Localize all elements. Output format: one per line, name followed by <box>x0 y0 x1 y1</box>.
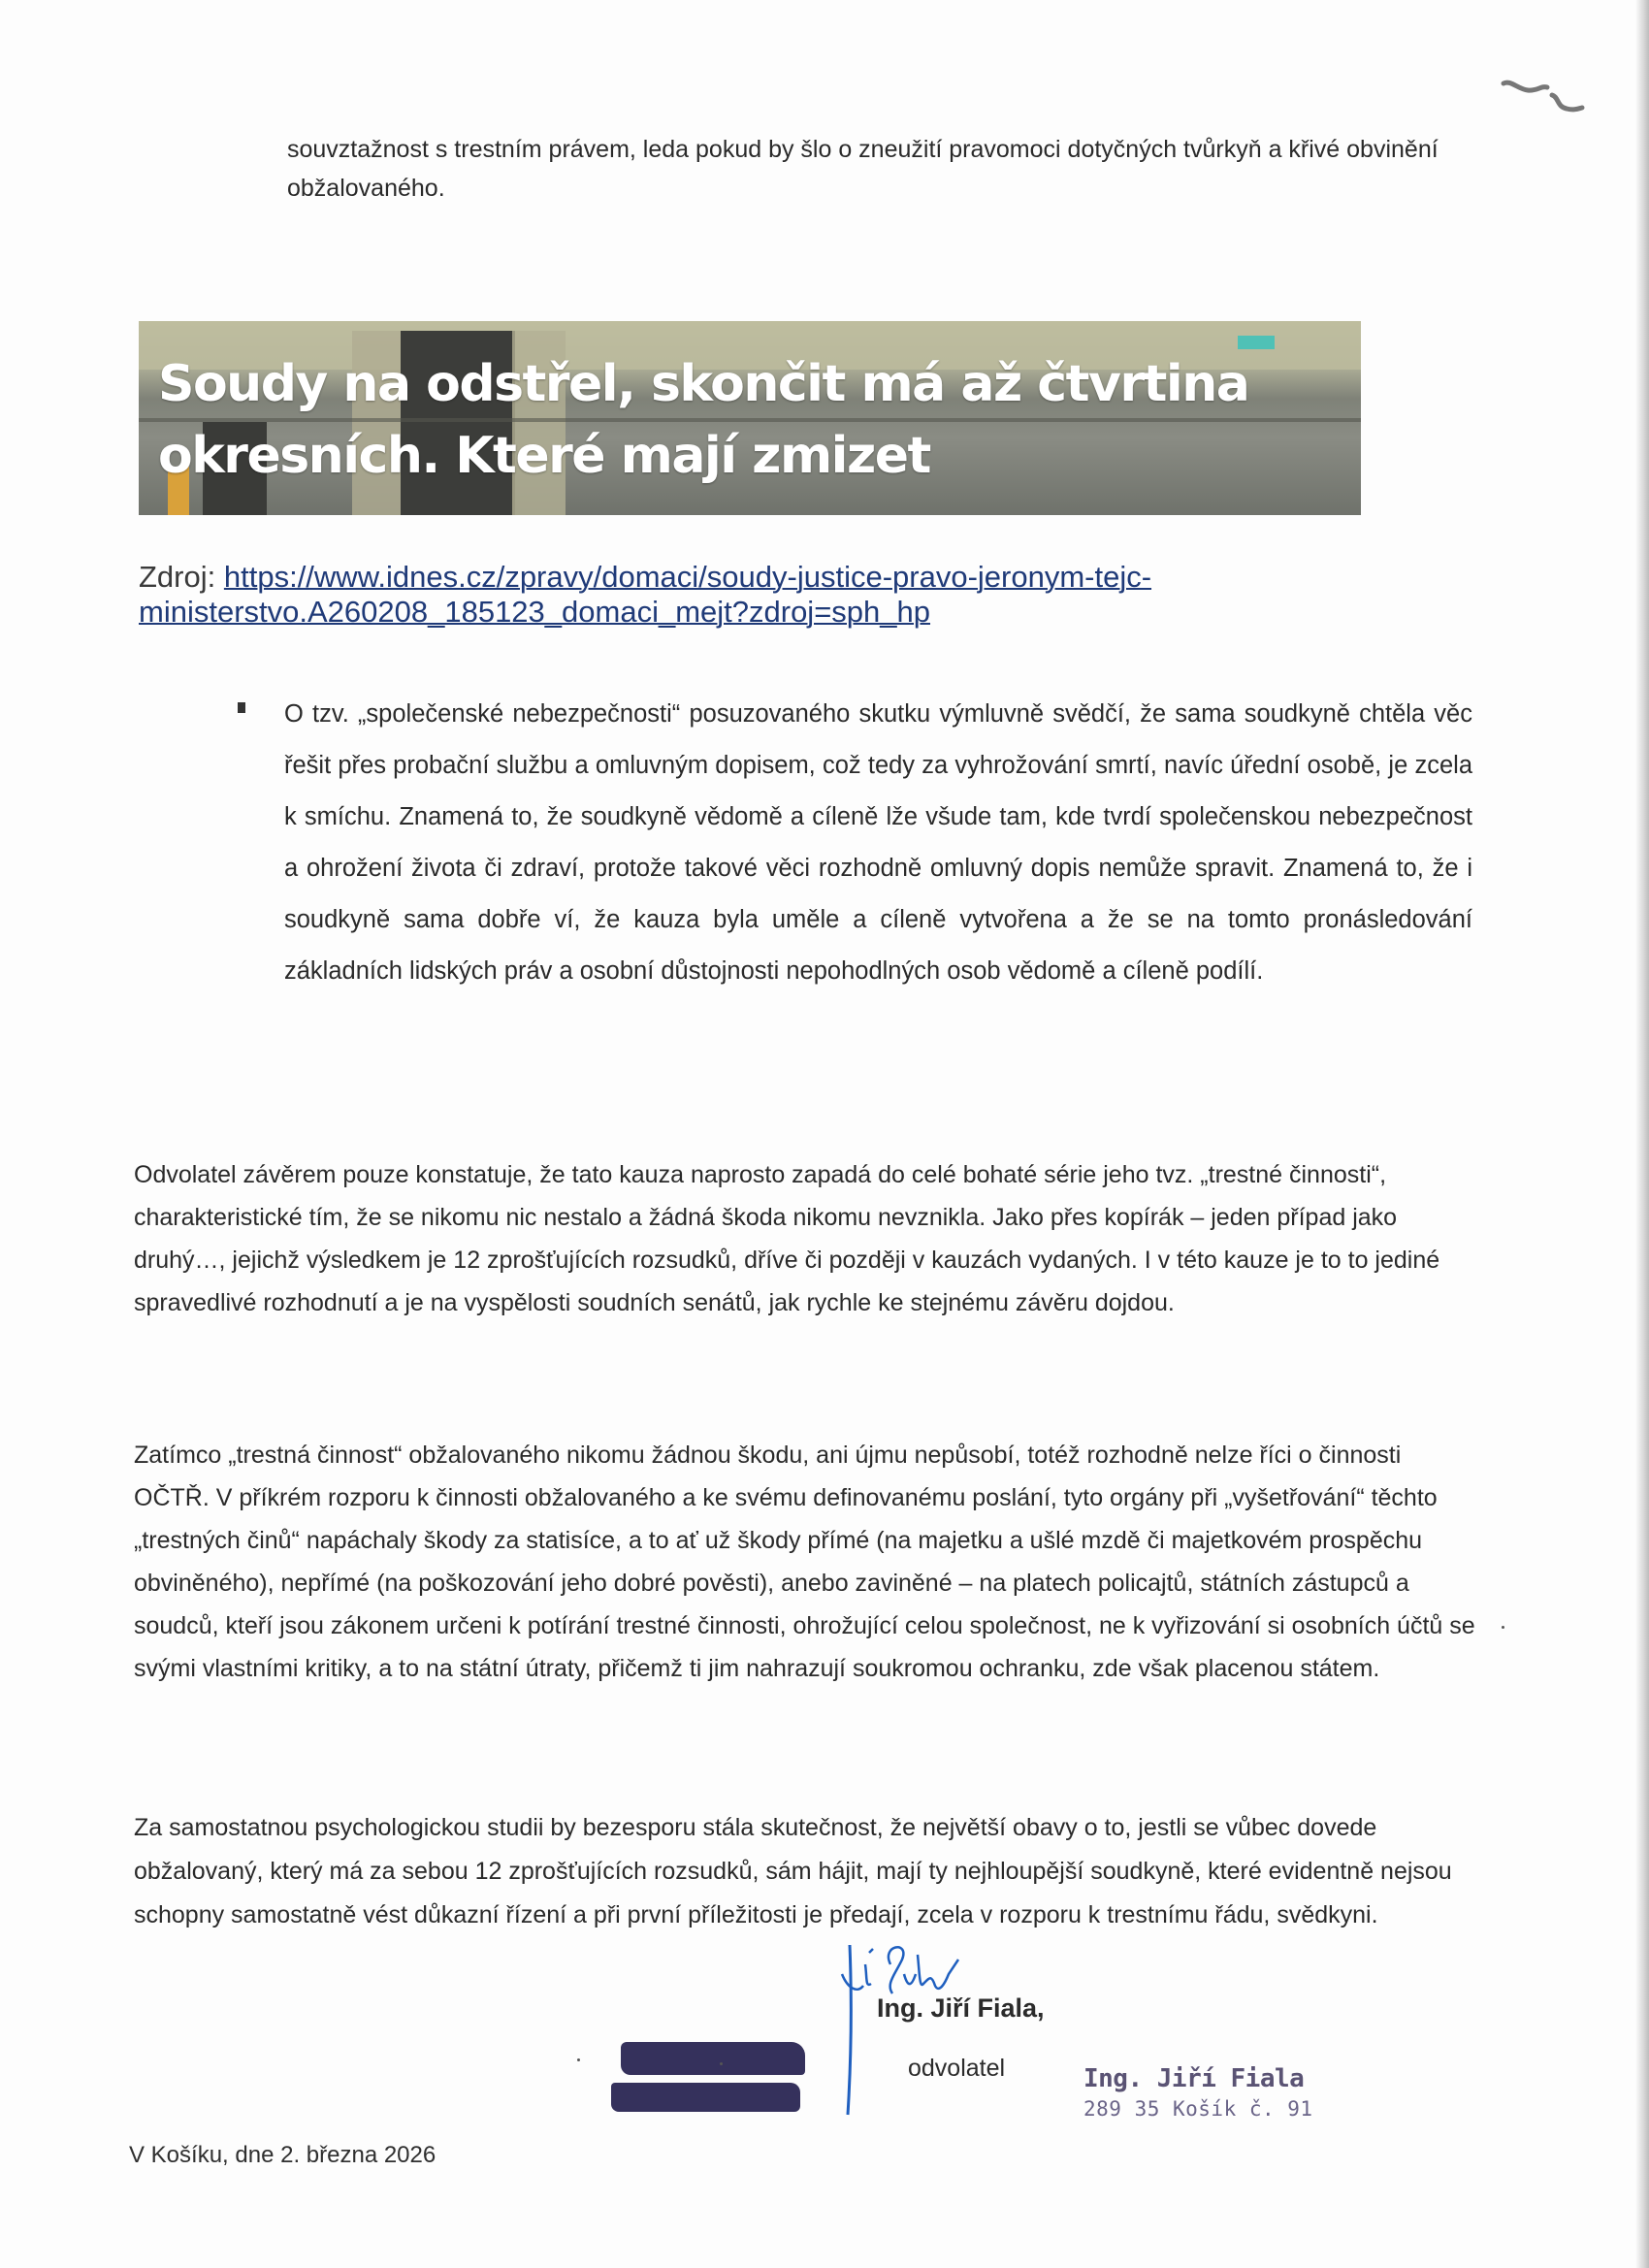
paragraph-psychology: Za samostatnou psychologickou studii by bezesporu stála skutečnost, že největší obavy o to, jestli se vůbec dovede obžalovaný, který má za sebou 12 zprošťujících rozsudků, sám hájit, mají ty nejhloupější soudkyně, které evidentně nejsou schopny samostatně vést důkazní řízení a při první příležitosti je předají, zcela v rozporu k trestnímu řádu, svědkyni. <box>134 1814 1452 1928</box>
smudged-stamp-line2 <box>611 2083 800 2112</box>
signer-role: odvolatel <box>908 2055 1006 2082</box>
scan-speck <box>720 2062 723 2065</box>
stamp-line2: 289 35 Košík č. 91 <box>1083 2097 1313 2121</box>
smudged-stamp-line1 <box>621 2042 805 2075</box>
banner-teal-tag <box>1238 336 1275 349</box>
bullet-item: O tzv. „společenské nebezpečnosti“ posuzovaného skutku výmluvně svědčí, že sama soudkyně chtěla věc řešit přes probační službu a omluvným dopisem, což tedy za vyhrožování smrtí, navíc úřední osobě, je zcela k smíchu. Znamená to, že soudkyně vědomě a cíleně lže všude tam, kde tvrdí společenskou nebezpečnost a ohrožení života či zdraví, protože takové věci rozhodně omluvný dopis nemůže spravit. Znamená to, že i soudkyně sama dobře ví, že kauza byla uměle a cíleně vytvořena a že se na tomto pronásledování základních lidských práv a osobní důstojnosti nepohodlných osob vědomě a cíleně podílí. <box>284 700 1472 985</box>
signer-name: Ing. Jiří Fiala, <box>877 1993 1045 2023</box>
source-label: Zdroj: <box>139 560 216 594</box>
date-place-line: V Košíku, dne 2. března 2026 <box>129 2142 436 2168</box>
address-stamp <box>1083 2064 1313 2121</box>
scan-speck <box>577 2058 580 2061</box>
handwritten-signature <box>823 1935 978 2120</box>
stamp-line1: Ing. Jiří Fiala <box>1083 2064 1305 2093</box>
page-edge-shadow <box>1635 0 1649 2268</box>
paragraph-conclusion: Odvolatel závěrem pouze konstatuje, že tato kauza naprosto zapadá do celé bohaté série jeho tvz. „trestné činnosti“, charakteristické tím, že se nikomu nic nestalo a žádná škoda nikomu nevznikla. Jako přes kopírák – jeden případ jako druhý…, jejichž výsledkem je 12 zprošťujících rozsudků, dříve či později v kauzách vydaných. I v této kauze je to to jediné spravedlivé rozhodnutí a je na vyspělosti soudních senátů, jak rychle ke stejnému závěru dojdou. <box>134 1161 1440 1316</box>
bullet-square-icon <box>238 702 245 713</box>
staple-icon <box>1499 76 1586 114</box>
paragraph-octr: Zatímco „trestná činnost“ obžalovaného nikomu žádnou škodu, ani újmu nepůsobí, totéž rozhodně nelze říci o činnosti OČTŘ. V příkrém rozporu k činnosti obžalovaného a ke svému definovanému poslání, tyto orgány při „vyšetřování“ těchto „trestných činů“ napáchaly škody za statisíce, a to ať už škody přímé (na majetku a ušlé mzdě či majetkovém prospěchu obviněného), nepřímé (na poškozování jeho dobré pověsti), anebo zaviněné – na platech policajtů, státních zástupců a soudců, kteří jsou zákonem určeni k potírání trestné činnosti, ohrožující celou společnost, ne k vyřizování si osobních účtů se svými vlastními kritiky, a to na státní útraty, přičemž ti jim nahrazují soukromou ochranku, zde však placenou státem. <box>134 1442 1475 1682</box>
source-link[interactable]: https://www.idnes.cz/zpravy/domaci/soudy-justice-pravo-jeronym-tejc-ministerstvo.A260208_185123_domaci_mejt?zdroj=sph_hp <box>139 560 1152 629</box>
banner-headline-line2: okresních. Které mají zmizet <box>158 427 930 485</box>
intro-paragraph: souvztažnost s trestním právem, leda pokud by šlo o zneužití pravomoci dotyčných tvůrkyň a křivé obvinění obžalovaného. <box>287 136 1439 202</box>
news-banner-image <box>139 321 1361 515</box>
banner-headline <box>158 348 1248 492</box>
scan-speck <box>1502 1626 1504 1629</box>
banner-headline-line1: Soudy na odstřel, skončit má až čtvrtina <box>158 355 1249 413</box>
smudged-stamp <box>611 2042 805 2120</box>
source-citation <box>139 560 1400 630</box>
